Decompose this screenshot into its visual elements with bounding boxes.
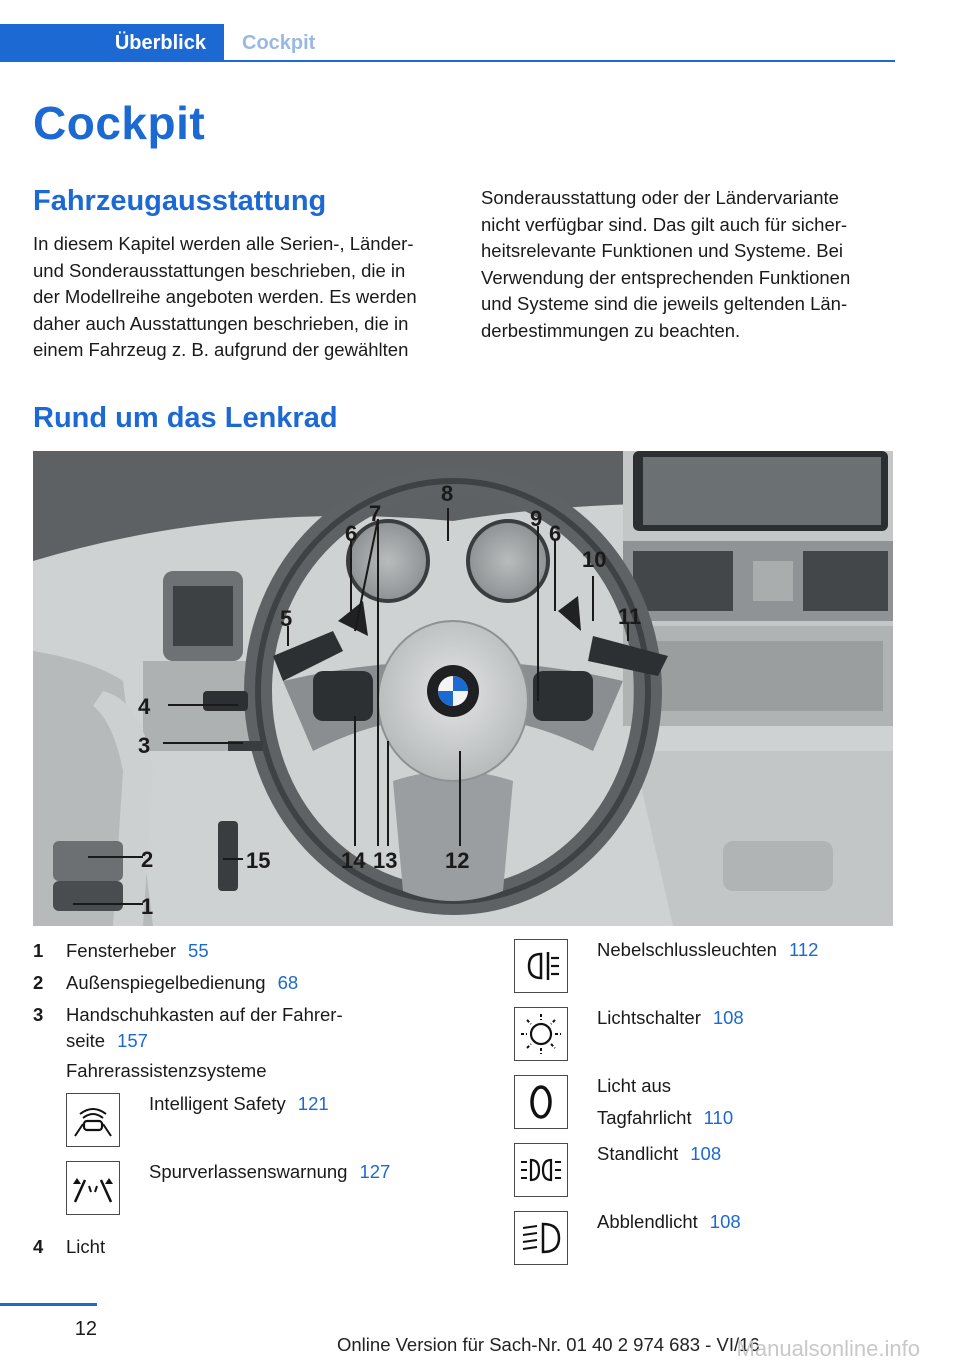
tab-ueberblick[interactable]: Überblick [0, 24, 224, 62]
page-reference-link[interactable]: 127 [359, 1161, 391, 1182]
legend-item-licht: Licht [66, 1236, 106, 1257]
callout-label: 6 [549, 521, 562, 546]
legend-item-fensterheber [66, 938, 209, 964]
intro-left-column [33, 231, 453, 364]
page-reference-link[interactable]: 68 [277, 972, 299, 993]
text-line: daher auch Ausstattungen beschrieben, die in [33, 312, 409, 334]
page-number: 12 [74, 1318, 97, 1340]
text-line: Sonderausstattung oder der Ländervariante [481, 187, 839, 208]
legend-label: Nebelschlussleuchten [597, 939, 777, 960]
text-line: In diesem Kapitel werden alle Serien-, Länder- [33, 233, 414, 254]
section-heading-fahrzeugausstattung: Fahrzeugausstattung [33, 185, 327, 217]
intro-right-column [481, 185, 901, 345]
intelligent-safety-icon [66, 1093, 120, 1147]
page-reference-link[interactable]: 157 [117, 1030, 148, 1051]
assist-item-intelligent-safety [149, 1091, 329, 1117]
legend-label: seite [66, 1030, 106, 1051]
tab-cockpit[interactable]: Cockpit [242, 31, 316, 54]
legend-label: Tagfahrlicht [597, 1107, 692, 1128]
text-line: und Sonderausstattungen beschrieben, die in [33, 259, 406, 281]
callout-label: 10 [582, 547, 607, 572]
lane-departure-icon [66, 1161, 120, 1215]
callout-label: 1 [141, 894, 154, 919]
callout-label: 15 [246, 848, 271, 873]
legend-item-lichtschalter [597, 1005, 744, 1031]
legend-label: Spurverlassenswarnung [149, 1161, 348, 1182]
text-line: und Systeme sind die jeweils geltenden Län- [481, 293, 848, 315]
legend-label: Licht aus [597, 1075, 672, 1096]
legend-number: 4 [33, 1236, 44, 1257]
section-heading-lenkrad: Rund um das Lenkrad [33, 402, 338, 434]
callout-label: 7 [369, 501, 382, 526]
text-line: heitsrelevante Funktionen und Systeme. Bei [481, 240, 843, 262]
callout-label: 5 [280, 606, 293, 631]
parking-light-icon [514, 1143, 568, 1197]
legend-number: 3 [33, 1004, 44, 1025]
legend-label: Lichtschalter [597, 1007, 701, 1028]
callout-label: 12 [445, 848, 470, 873]
legend-item-abblendlicht [597, 1209, 741, 1235]
legend-label: Außenspiegelbedienung [66, 972, 266, 993]
low-beam-icon [514, 1211, 568, 1265]
light-switch-icon [514, 1007, 568, 1061]
footer-divider [0, 1303, 97, 1306]
text-line: nicht verfügbar sind. Das gilt auch für sicher- [481, 213, 848, 235]
page-reference-link[interactable]: 108 [690, 1143, 722, 1164]
legend-item-licht-aus [597, 1073, 733, 1131]
legend-label: Handschuhkasten auf der Fahrer- [66, 1004, 343, 1025]
callout-label: 6 [345, 521, 358, 546]
rear-fog-light-icon [514, 939, 568, 993]
legend-number: 2 [33, 972, 44, 993]
assist-heading: Fahrerassistenzsysteme [66, 1060, 267, 1081]
watermark: Manualsonline.info [736, 1336, 920, 1361]
callout-label: 14 [341, 848, 366, 873]
callout-label: 11 [618, 604, 642, 629]
legend-label: Abblendlicht [597, 1211, 698, 1232]
page-reference-link[interactable]: 55 [188, 940, 209, 961]
legend-number: 1 [33, 940, 44, 961]
legend-item-standlicht [597, 1141, 721, 1167]
callout-label: 9 [530, 506, 543, 531]
online-version-note: Online Version für Sach-Nr. 01 40 2 974 683 - VI/16 [337, 1334, 760, 1355]
callout-label: 2 [141, 847, 154, 872]
page-reference-link[interactable]: 110 [703, 1107, 734, 1128]
callout-label: 13 [373, 848, 398, 873]
page-title: Cockpit [33, 97, 206, 149]
callout-label: 3 [138, 733, 151, 758]
text-line: Verwendung der entsprechenden Funktionen [481, 266, 851, 288]
page-reference-link[interactable]: 108 [709, 1211, 741, 1232]
legend-label: Fensterheber [66, 940, 177, 961]
text-line: einem Fahrzeug z. B. aufgrund der gewählten [33, 339, 409, 361]
callout-label: 8 [441, 481, 454, 506]
page-reference-link[interactable]: 121 [297, 1093, 329, 1114]
legend-item-handschuhkasten [66, 1002, 343, 1054]
assist-item-spurverlassenswarnung [149, 1159, 390, 1185]
callout-label: 4 [138, 694, 151, 719]
text-line: derbestimmungen zu beachten. [481, 319, 741, 341]
legend-label: Intelligent Safety [149, 1093, 286, 1114]
legend-item-aussenspiegel [66, 970, 298, 996]
legend-item-nebelschluss [597, 937, 818, 963]
page-reference-link[interactable]: 112 [788, 939, 819, 960]
legend-label: Standlicht [597, 1143, 679, 1164]
text-line: der Modellreihe angeboten werden. Es werden [33, 286, 417, 308]
top-nav [0, 24, 895, 62]
cockpit-illustration [33, 451, 893, 926]
light-off-zero-icon [514, 1075, 568, 1129]
page-reference-link[interactable]: 108 [712, 1007, 744, 1028]
